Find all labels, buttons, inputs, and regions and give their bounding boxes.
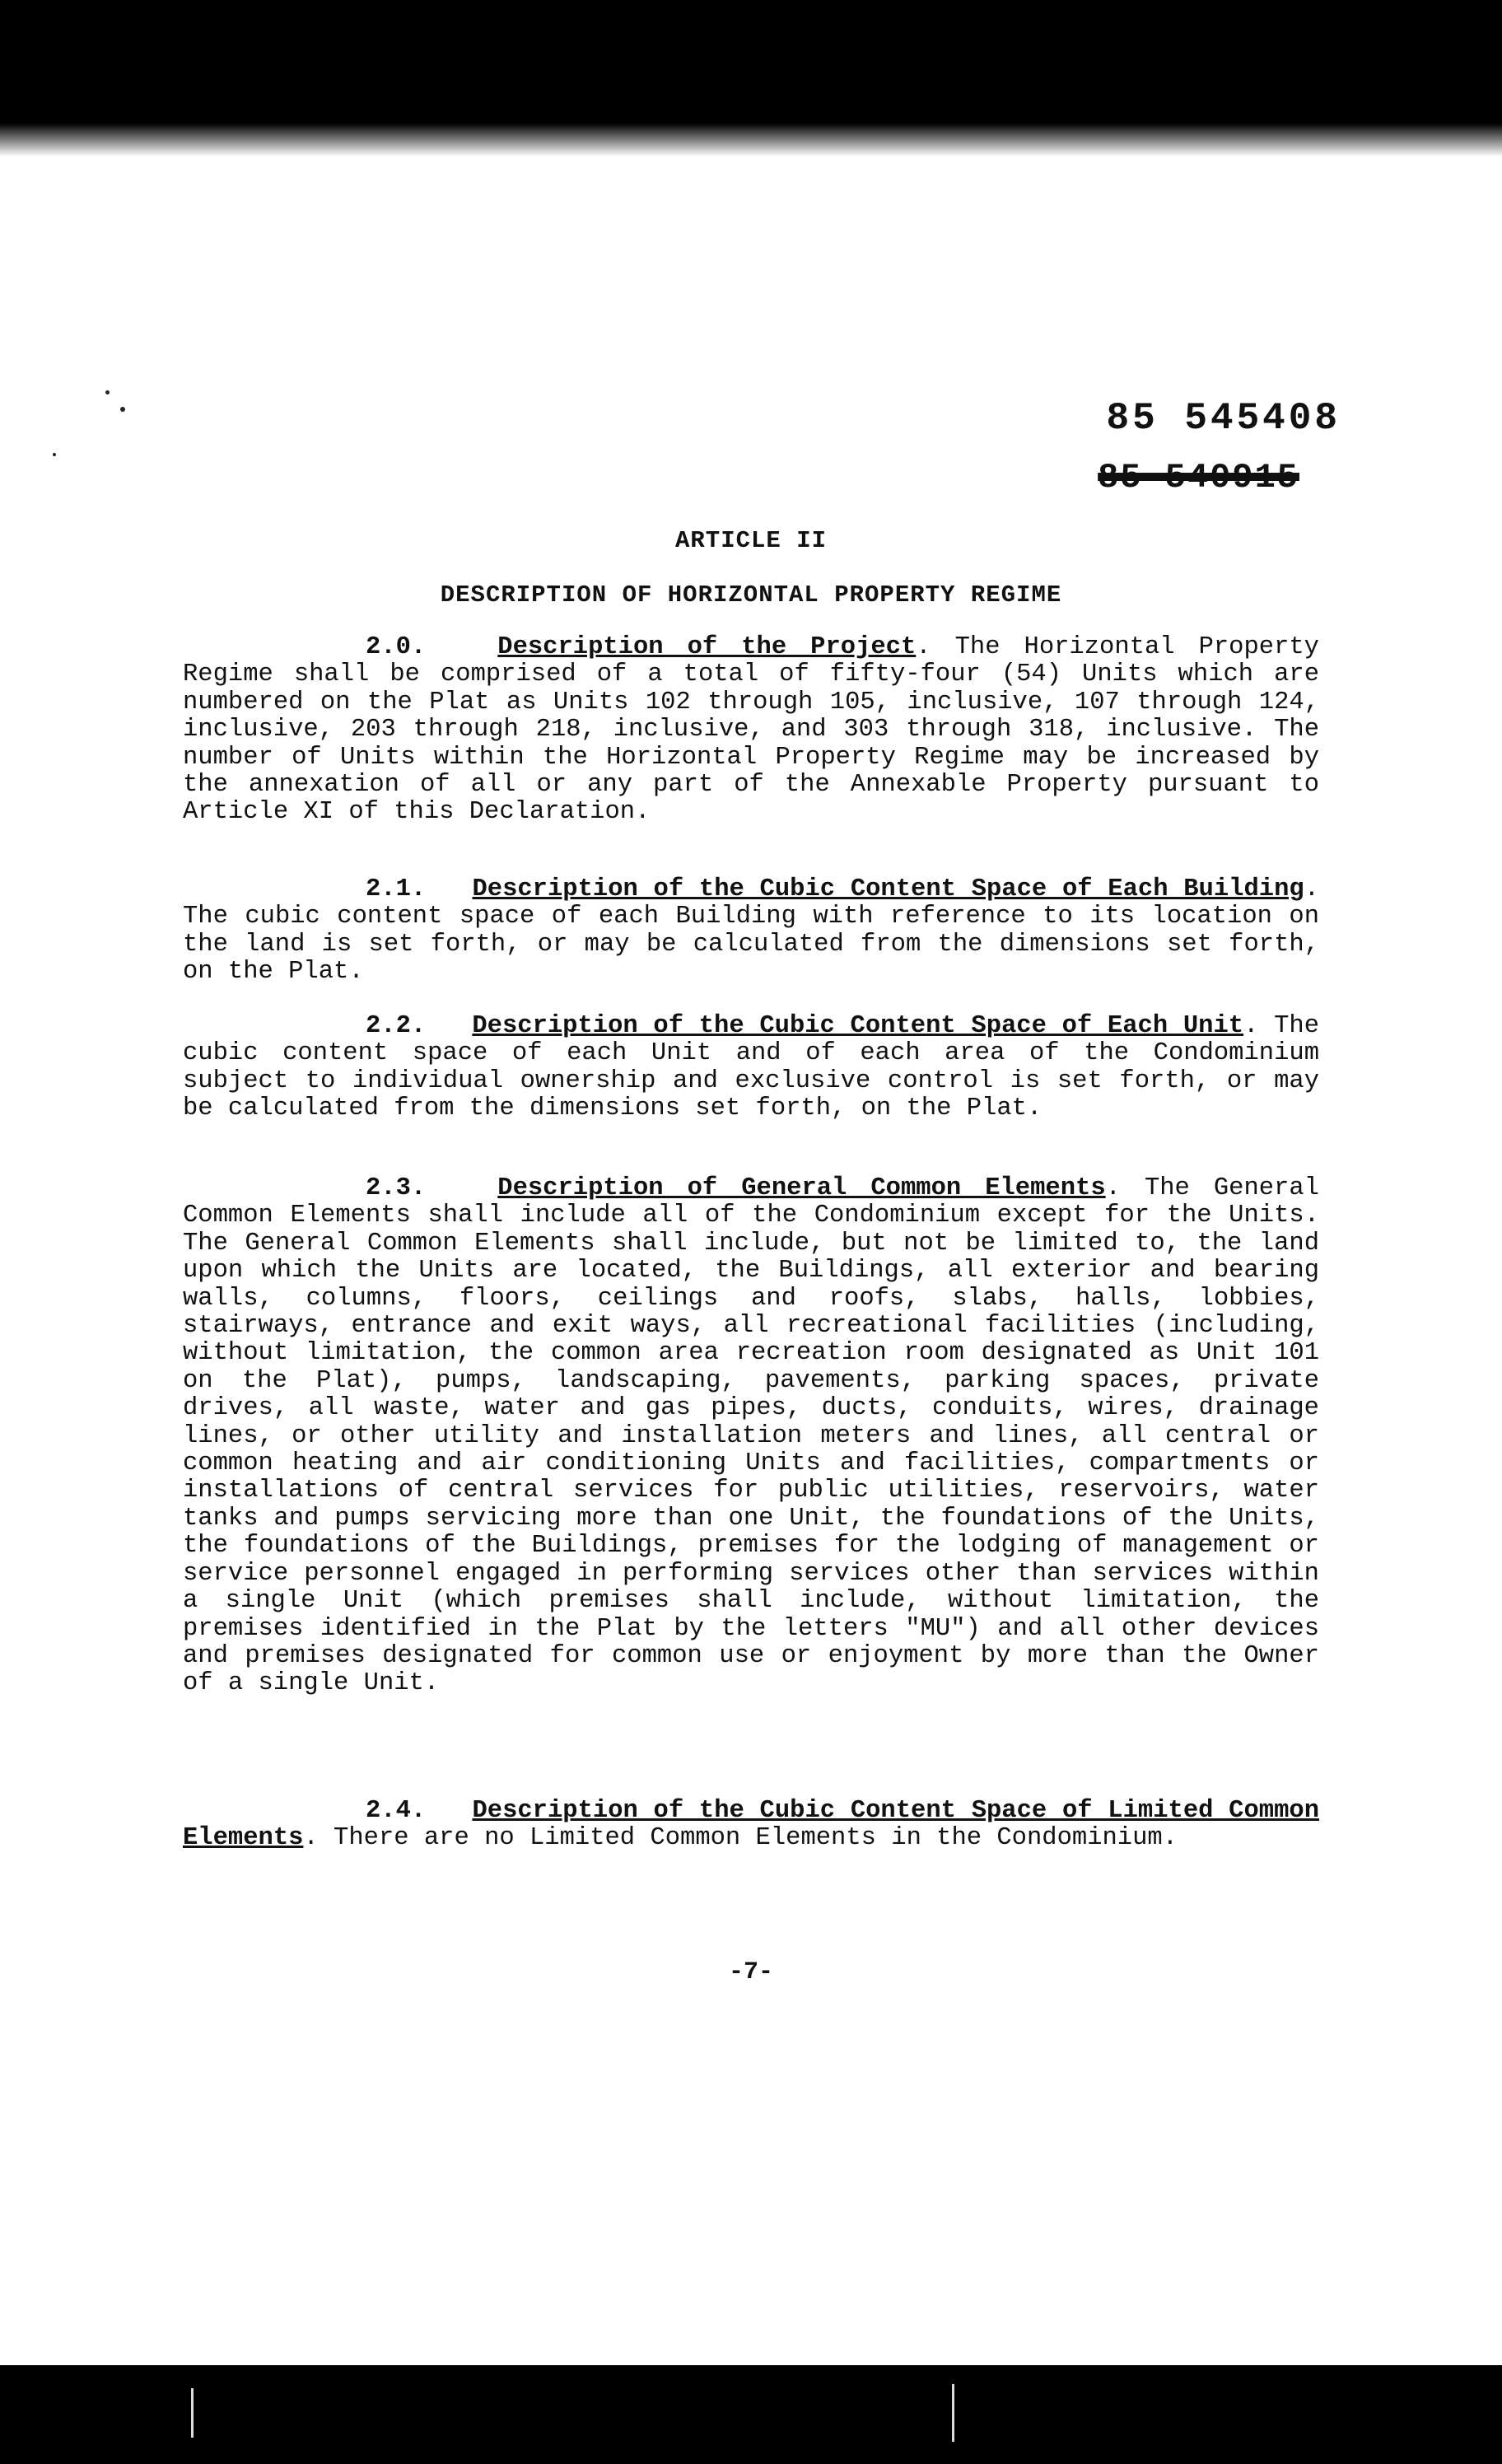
section-title: Description of the Cubic Content Space of Each Building (472, 875, 1304, 903)
section-number: 2.1. (366, 875, 427, 903)
section-title: Description of the Cubic Content Space of Each Unit (472, 1012, 1244, 1040)
section-body: The cubic content space of each Unit and of each area of the Condominium subject to individual ownership and exclusive control is set forth, or may be calculated from the dimensions set forth, on the Plat. (183, 1012, 1319, 1123)
scan-artifact (952, 2384, 954, 2442)
section-2-0: 2.0. Description of the Project. The Horizontal Property Regime shall be comprised of a total of fifty-four (54) Units which are numbered on the Plat as Units 102 through 105, inclusive, 107 through 124, inclusive, 203 through 218, inclusive, and 303 through 318, inclusive. The number of Units within the Horizontal Property Regime may be increased by the annexation of all or any part of the Annexable Property pursuant to Article XI of this Declaration. (183, 633, 1319, 827)
scan-artifact (191, 2388, 194, 2438)
scan-speck (120, 407, 125, 412)
section-body: The General Common Elements shall include all of the Condominium except for the Units. The General Common Elements shall include, but not be limited to, the land upon which the Units are located, the Buildings, all exterior and bearing walls, columns, floors, ceilings and roofs, slabs, halls, lobbies, stairways, entrance and exit ways, all recreational facilities (including, without limitation, the common area recreation room designated as Unit 101 on the Plat), pumps, landscaping, pavements, parking spaces, private drives, all waste, water and gas pipes, ducts, conduits, wires, drainage lines, or other utility and installation meters and lines, all central or common heating and air conditioning Units and facilities, compartments or installations of central services for public utilities, reservoirs, water tanks and pumps servicing more than one Unit, the foundations of the Units, the foundations of the Buildings, premises for the lodging of management or service personnel engaged in performing services other than services within a single Unit (which premises shall include, without limitation, the premises identified in the Plat by the letters "MU") and all other devices and premises designated for common use or enjoyment by more than the Owner of a single Unit. (183, 1174, 1319, 1698)
section-2-3: 2.3. Description of General Common Elements. The General Common Elements shall include all of the Condominium except for the Units. The General Common Elements shall include, but not be limited to, the land upon which the Units are located, the Buildings, all exterior and bearing walls, columns, floors, ceilings and roofs, slabs, halls, lobbies, stairways, entrance and exit ways, all recreational facilities (including, without limitation, the common area recreation room designated as Unit 101 on the Plat), pumps, landscaping, pavements, parking spaces, private drives, all waste, water and gas pipes, ducts, conduits, wires, drainage lines, or other utility and installation meters and lines, all central or common heating and air conditioning Units and facilities, compartments or installations of central services for public utilities, reservoirs, water tanks and pumps servicing more than one Unit, the foundations of the Units, the foundations of the Buildings, premises for the lodging of management or service personnel engaged in performing services other than services within a single Unit (which premises shall include, without limitation, the premises identified in the Plat by the letters "MU") and all other devices and premises designated for common use or enjoyment by more than the Owner of a single Unit. (183, 1174, 1319, 1698)
struck-document-number: 85 540915 (1098, 458, 1299, 497)
section-title: Description of the Project (497, 633, 917, 661)
section-body: The cubic content space of each Building with reference to its location on the land is set forth, or may be calculated from the dimensions set forth, on the Plat. (183, 903, 1319, 987)
section-2-2: 2.2. Description of the Cubic Content Space of Each Unit. The cubic content space of each Unit and of each area of the Condominium subject to individual ownership and exclusive control is set forth, or may be calculated from the dimensions set forth, on the Plat. (183, 1012, 1319, 1123)
section-number: 2.4. (366, 1797, 427, 1825)
section-2-4: 2.4. Description of the Cubic Content Space of Limited Common Elements. There are no Limited Common Elements in the Condominium. (183, 1797, 1319, 1853)
page-number: -7- (728, 1958, 773, 1986)
section-number: 2.3. (366, 1174, 427, 1202)
section-number: 2.2. (366, 1012, 427, 1040)
section-2-1: 2.1. Description of the Cubic Content Space of Each Building. The cubic content space of each Building with reference to its location on the land is set forth, or may be calculated from the dimensions set forth, on the Plat. (183, 875, 1319, 987)
scan-bottom-border (0, 2365, 1502, 2464)
section-title: Description of the Cubic Content Space of Limited Common Elements (183, 1797, 1319, 1853)
article-subtitle: DESCRIPTION OF HORIZONTAL PROPERTY REGIME (440, 581, 1062, 609)
section-body: The Horizontal Property Regime shall be comprised of a total of fifty-four (54) Units which are numbered on the Plat as Units 102 through 105, inclusive, 107 through 124, inclusive, 203 through 218, inclusive, and 303 through 318, inclusive. The number of Units within the Horizontal Property Regime may be increased by the annexation of all or any part of the Annexable Property pursuant to Article XI of this Declaration. (183, 633, 1319, 827)
section-number: 2.0. (366, 633, 427, 661)
scan-speck (105, 390, 110, 394)
article-heading: ARTICLE II (674, 527, 828, 554)
scan-top-border (0, 0, 1502, 124)
document-number: 85 545408 (1106, 397, 1341, 440)
section-title: Description of General Common Elements (497, 1174, 1106, 1202)
section-body: There are no Limited Common Elements in the Condominium. (318, 1824, 1178, 1853)
scan-speck (53, 453, 56, 456)
